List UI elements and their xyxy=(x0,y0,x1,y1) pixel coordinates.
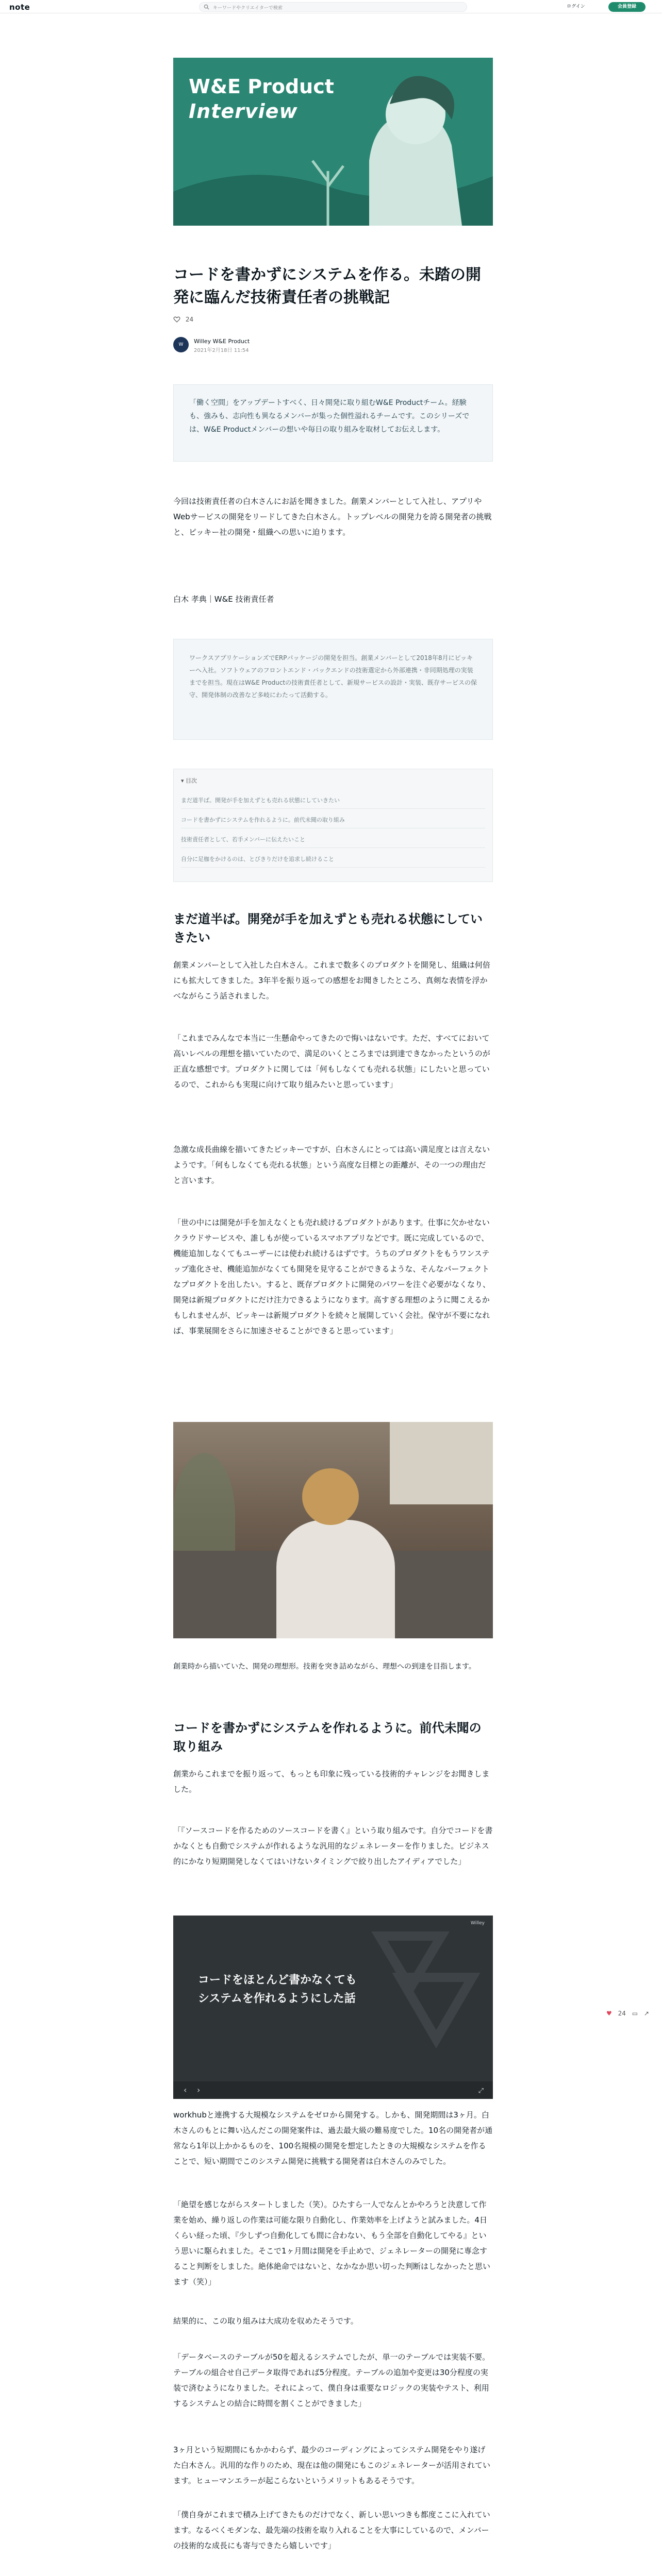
toc-item[interactable]: まだ道半ば。開発が手を加えずとも売れる状態にしていきたい xyxy=(181,796,485,809)
toc-item[interactable]: コードを書かずにシステムを作れるように。前代未聞の取り組み xyxy=(181,816,485,828)
toc-heading[interactable]: ▾ 目次 xyxy=(181,777,197,784)
toc-item[interactable]: 技術責任者として、若手メンバーに伝えたいこと xyxy=(181,835,485,848)
section-paragraph: 創業からこれまでを振り返って、もっとも印象に残っている技術的チャレンジをお聞きしました。 xyxy=(173,1769,490,1794)
heart-icon[interactable] xyxy=(173,316,180,323)
photo-caption: 創業時から描いていた、開発の理想形。技術を突き詰めながら、理想への到達を目指します。 xyxy=(173,1663,476,1671)
hero-title-line1: W&E Product xyxy=(189,75,334,98)
login-button[interactable]: ログイン xyxy=(567,4,585,9)
intro-callout xyxy=(173,384,493,462)
toc-heading-label: 目次 xyxy=(186,777,197,784)
section-paragraph: 「これまでみんなで本当に一生懸命やってきたので悔いはないです。ただ、すべてにおいて高いレベルの理想を描いていたので、満足のいくところまでは到達できなかったというのが正直な感想です。プロダクトに関しては「何もしなくても売れる状態」にしたいと思っているので、これからも実現に向けて取り組みたいと思っています」 xyxy=(173,1033,490,1089)
author-avatar[interactable]: W xyxy=(173,337,189,352)
site-header xyxy=(0,0,662,13)
slide-title xyxy=(198,1971,357,2008)
slide-title-line: システムを作れるようにした話 xyxy=(198,1992,356,2005)
fullscreen-icon[interactable]: ⤢ xyxy=(478,2087,484,2095)
article-title: コードを書かずにシステムを作る。未踏の開発に臨んだ技術責任者の挑戦記 xyxy=(173,266,481,307)
author-name[interactable]: Willey W&E Product xyxy=(194,338,250,345)
toc-item[interactable]: 自分に足枷をかけるのは、とびきりだけを追求し続けること xyxy=(181,855,485,868)
photo-person-body xyxy=(276,1520,395,1638)
slide-controls xyxy=(173,2081,493,2099)
side-actions xyxy=(606,2009,653,2020)
share-icon[interactable]: ↗ xyxy=(643,2009,649,2017)
embedded-slide[interactable] xyxy=(173,1916,493,2099)
photo-window xyxy=(390,1422,493,1504)
hero-title-line2: Interview xyxy=(189,100,298,123)
section-paragraph: 「『ソースコードを作るためのソースコードを書く』という取り組みです。自分でコードを書かなくとも自動でシステムが作れるような汎用的なジェネレーターを作りました。ビジネス的にかなり短期開発しなくてはいけないタイミングで絞り出したアイディアでした」 xyxy=(173,1826,493,1866)
section-paragraph: 結果的に、この取り組みは大成功を収めたそうです。 xyxy=(173,2316,358,2326)
chevron-left-icon[interactable]: ‹ xyxy=(184,2085,187,2095)
publish-date: 2021年2月18日 11:54 xyxy=(194,348,249,353)
like-row xyxy=(173,315,193,325)
section-paragraph: 「データベースのテーブルが50を超えるシステムでしたが、単一のテーブルでは実装不要。テーブルの組合せ自己データ取得であれば5分程度。テーブルの追加や変更は30分程度の実装で済むようになりました。それによって、僕自身は重要なロジックの実装やテスト、利用するシステムとの結合に時間を割くことができました」 xyxy=(173,2352,490,2408)
signup-button[interactable]: 会員登録 xyxy=(608,2,646,12)
slide-title-line: コードをほとんど書かなくても xyxy=(198,1974,357,1987)
person-label: 白木 孝典｜W&E 技術責任者 xyxy=(173,595,274,604)
section-paragraph: 3ヶ月という短期間にもかかわらず、最少のコーディングによってシステム開発をやり遂げた白木さん。汎用的な作りのため、現在は他の開発にもこのジェネレーターが活用されています。ヒューマンエラーが起こらないというメリットもあるそうです。 xyxy=(173,2445,491,2485)
section-paragraph: 「世の中には開発が手を加えなくとも売れ続けるプロダクトがあります。仕事に欠かせないクラウドサービスや、誰しもが使っているスマホアプリなどです。既に完成しているので、機能追加しなくてもユーザーには使われ続けるはずです。うちのプロダクトをもうワンステップ進化させ、機能追加がなくても開発を見守ることができるような、そんなパーフェクトなプロダクトを出したい。すると、既存プロダクトに開発のパワーを注ぐ必要がなくなり、開発は新規プロダクトにだけ注力できるようになります。高すぎる理想のように聞こえるかもしれませんが、ピッキーは新規プロダクトを続々と展開していく会社。保守が不要になれば、事業展開をさらに加速させることができると思っています」 xyxy=(173,1218,491,1335)
logo-text: note xyxy=(9,3,30,12)
intro-paragraph: 今回は技術責任者の白木さんにお話を聞きました。創業メンバーとして入社し、アプリやWebサービスの開発をリードしてきた白木さん。トップレベルの開発力を誇る開発者の挑戦と、ピッキー社の開発・組織への思いに迫ります。 xyxy=(173,497,492,537)
section-paragraph: 「絶望を感じながらスタートしました（笑）。ひたすら一人でなんとかやろうと決意して作業を始め、繰り返しの作業は可能な限り自動化し、作業効率を上げようと試みました。4日くらい経った頃、『少しずつ自動化しても間に合わない、もう全部を自動化してやる』という思いに駆られました。そこで1ヶ月間は開発を手止めで、ジェネレーターの開発に専念すること判断をしました。絶体絶命ではないと、なかなか思い切った判断はしなかったと思います（笑）」 xyxy=(173,2200,491,2286)
section-paragraph: 急激な成長曲線を描いてきたピッキーですが、白木さんにとっては高い満足度とは言えないようです。「何もしなくても売れる状態」という高度な目標との距離が、その一つの理由だと言います。 xyxy=(173,1145,490,1185)
search-placeholder: キーワードやクリエイターで検索 xyxy=(213,6,283,11)
section-paragraph: workhubと連携する大規模なシステムをゼロから開発する。しかも、開発期間は3ヶ月。白木さんのもとに舞い込んだこの開発案件は、過去最大級の難易度でした。10名の開発者が通常なら1年以上かかるものを、100名規模の開発を想定したときの大規模なシステムを作ることで、短い期間でこのシステム開発に挑戦する開発者は白木さんのみでした。 xyxy=(173,2110,493,2166)
search-icon xyxy=(204,4,209,10)
heart-icon[interactable]: ♥ xyxy=(606,2009,612,2017)
interview-photo xyxy=(173,1422,493,1638)
note-logo[interactable] xyxy=(9,3,30,12)
like-count: 24 xyxy=(185,315,194,323)
section-paragraph: 「僕自身がこれまで積み上げてきたものだけでなく、新しい思いつきも都度ここに入れています。なるべくモダンな、最先端の技術を取り入れることを大事にしているので、メンバーの技術的な成長にも寄与できたら嬉しいです」 xyxy=(173,2510,490,2550)
profile-callout xyxy=(173,639,493,740)
intro-callout-text: 「働く空間」をアップデートすべく、日々開発に取り組むW&E Productチーム。経験も、強みも、志向性も異なるメンバーが集った個性溢れるチームです。このシリーズでは、W&E Productメンバーの想いや毎日の取り組みを取材してお伝えします。 xyxy=(189,399,470,434)
photo-person-head xyxy=(302,1468,359,1525)
side-like-count: 24 xyxy=(618,2009,626,2017)
section-heading: コードを書かずにシステムを作れるように。前代未聞の取り組み xyxy=(173,1721,482,1754)
search-input[interactable] xyxy=(199,2,467,12)
comment-icon[interactable]: ▭ xyxy=(632,2009,638,2017)
chevron-right-icon[interactable]: › xyxy=(197,2085,201,2095)
section-heading: まだ道半ば。開発が手を加えずとも売れる状態にしていきたい xyxy=(173,912,483,945)
table-of-contents xyxy=(173,769,493,882)
hero-image xyxy=(173,58,493,226)
slide-badge: Willey xyxy=(470,1921,485,1926)
profile-callout-text: ワークスアプリケーションズでERPパッケージの開発を担当。創業メンバーとして2018年8月にピッキーへ入社。ソフトウェアのフロントエンド・バックエンドの技術選定から外部連携・非同期処理の実装までを担当。現在はW&E Productの技術責任者として、新規サービスの設計・実装、既存サービスの保守、開発体制の改善など多岐にわたって活動する。 xyxy=(189,654,477,699)
hero-title xyxy=(189,74,334,124)
section-paragraph: 創業メンバーとして入社した白木さん。これまで数多くのプロダクトを開発し、組織は何倍にも拡大してきました。3年半を振り返っての感想をお聞きしたところ、真剣な表情を浮かべながらこう話されました。 xyxy=(173,960,490,1001)
